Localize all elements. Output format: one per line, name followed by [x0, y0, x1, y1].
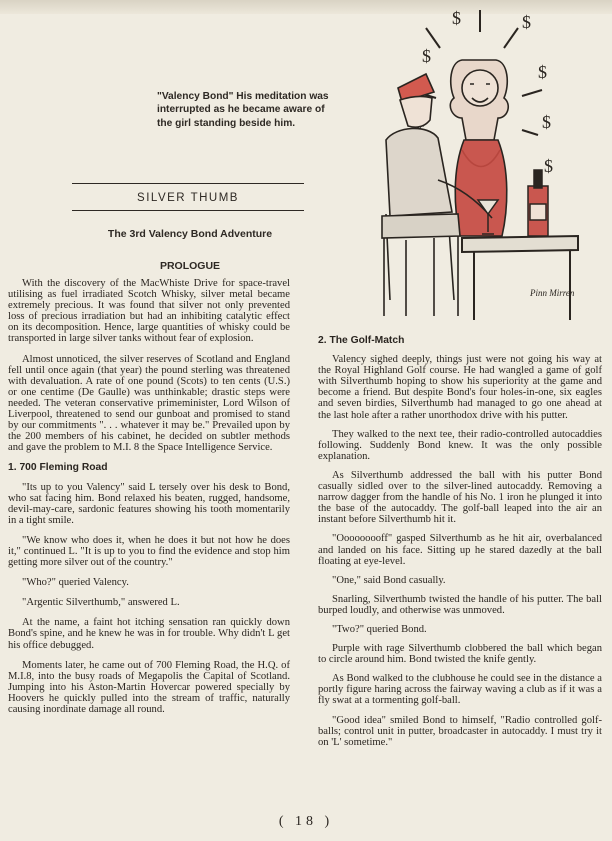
story-paragraph: As Silverthumb addressed the ball with his putter Bond casually sidled over to the silver-lined autocaddy. Removing a narrow dagger from the handle of his No. 1 iron he plunged it into the base of the autocaddy. The golf-ball leaped into the air an instant before Silverthumb hit it. [318, 469, 602, 526]
left-column [8, 278, 290, 724]
story-paragraph: "One," said Bond casually. [332, 574, 446, 586]
whisky-bottle [528, 170, 548, 236]
story-paragraph: Moments later, he came out of 700 Fleming Road, the H.Q. of M.I.8, into the busy roads of Megapolis the Capital of Scotland. Jumping into his Aston-Martin Hovercar powered specially by Hoovers he quickly pulled into the stream of traffic, naturally causing inordinate damage all round. [8, 659, 290, 715]
story-paragraph: Purple with rage Silverthumb clobbered the ball which began to circle around him. Bond twisted the knife gently. [318, 643, 602, 666]
bar-counter [462, 236, 578, 320]
artist-signature: Pinn Mirren [530, 288, 575, 298]
story-paragraph: At the name, a faint hot itching sensation ran quickly down Bond's spine, and he knew he was in for trouble. Why didn't L get his office debugged. [8, 617, 290, 651]
story-paragraph: "Good idea" smiled Bond to himself, "Radio controlled golf-balls; control unit in putter, broadcaster in autocaddy. I must try it on 'L' sometime." [318, 714, 602, 748]
dollar-sign-6: $ [542, 112, 551, 132]
story-title: SILVER THUMB [137, 192, 239, 204]
title-rule-bottom [72, 210, 304, 211]
title-rule-top [72, 183, 304, 184]
story-subtitle: The 3rd Valency Bond Adventure [107, 228, 273, 240]
story-paragraph: "Ooooooooff" gasped Silverthumb as he hit air, overbalanced and landed on his face. Sitting up he stared dazedly at the ball floating at eye-level. [318, 533, 602, 567]
story-paragraph: "Two?" queried Bond. [332, 623, 427, 635]
girl-figure [450, 60, 508, 236]
story-paragraph: Valency sighed deeply, things just were not going his way at the Royal Highland Golf course. He had wangled a game of golf with Silverthumb hoping to show his superiority at the game and become a friend. But despite Bond's four holes-in-one, six eagles and seven birdies, Silverthumb had managed to go one ahead at the last hole after a rather unorthodox drive with his putter. [318, 354, 602, 421]
dollar-sign-8: $ [544, 156, 553, 176]
story-paragraph: "Who?" queried Valency. [22, 577, 129, 589]
story-paragraph: "Argentic Silverthumb," answered L. [22, 597, 180, 609]
dollar-sign-1: $ [452, 8, 461, 28]
page-number: ( 18 ) [278, 814, 334, 829]
dollar-sign-3: $ [422, 46, 431, 66]
right-column [318, 335, 602, 756]
prologue-heading: PROLOGUE [159, 260, 221, 272]
story-paragraph: "We know who does it, when he does it but not how he does it," continued L. "It is up to you to find the evidence and stop him getting more silver out of the country." [8, 534, 290, 569]
section-heading-fleming-road: 1. 700 Fleming Road [8, 462, 108, 474]
illustration-caption: "Valency Bond" His meditation was interrupted as he became aware of the girl standing beside him. [157, 91, 329, 129]
prologue-paragraph: With the discovery of the MacWhiste Drive for space-travel utilising as fuel irradiated Scotch Whisky, silver metal became extremely precious. It was found that silver not only prevented loss of precious irradiation but had an inhibiting catalytic effect on its decomposition. Hence, large quantities of whisky could be transported in large silver tanks without fear of explosion. [8, 278, 290, 345]
dollar-sign-4: $ [538, 62, 547, 82]
section-heading-golf-match: 2. The Golf-Match [318, 335, 405, 346]
story-paragraph: Snarling, Silverthumb twisted the handle of his putter. The ball burped loudly, and otherwise was unmoved. [318, 593, 602, 616]
dollar-sign-2: $ [522, 12, 531, 32]
prologue-paragraph: Almost unnoticed, the silver reserves of Scotland and England fell until once again (that year) the pound sterling was threatened with devaluation. A rate of one pound (Scots) to ten cents (U.S.) or one centime (De Gaulle) was unthinkable; drastic steps were needed. The veteran conservative primeminister, Lord Wilson of Liverpool, threatened to send our gunboat and promised to stand by our commitments ". . . whatever it may be." Prevailed upon by the 200 members of his cabinet, he decided on subtler methods and gave the problem to M.I. 8 the Space Intelligence Service. [8, 353, 290, 454]
story-paragraph: They walked to the next tee, their radio-controlled autocaddies following. Suddenly Bond knew. It was the only possible explanation. [318, 428, 602, 462]
story-paragraph: "Its up to you Valency" said L tersely over his desk to Bond, who sat facing him. Bond relaxed his beaten, rugged, handsome, devil-may-care, sardonic features showing his tooth momentarily in a tight smile. [8, 481, 290, 526]
story-paragraph: As Bond walked to the clubhouse he could see in the distance a portly figure haring across the fairway waving a club as if it was a fly swat at a tormenting golf-ball. [318, 673, 602, 707]
cartoon-illustration [342, 0, 586, 322]
